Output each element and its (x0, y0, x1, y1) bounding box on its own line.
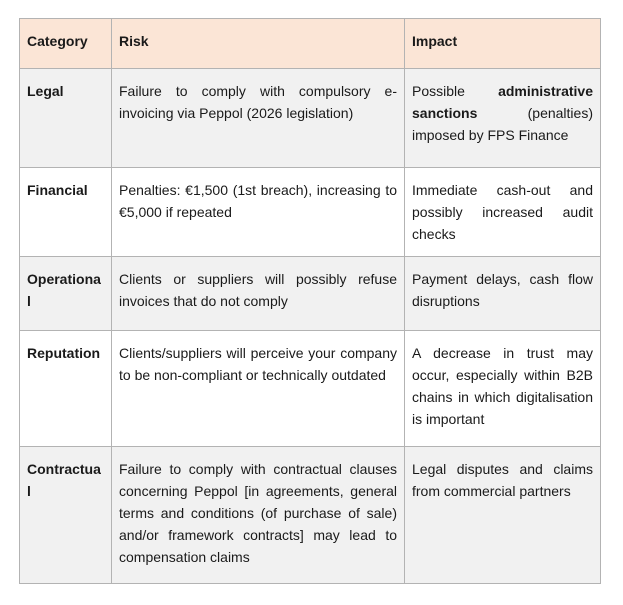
text-segment: Legal disputes and claims from commercial partners (412, 461, 593, 499)
text-segment: Clients/suppliers will perceive your company to be non-compliant or technically outdated (119, 345, 397, 383)
text-segment: Failure to comply with compulsory e-invoicing via Peppol (2026 legislation) (119, 83, 397, 121)
table-header (20, 19, 601, 69)
risk-cell (112, 331, 405, 447)
risk-table (19, 18, 601, 584)
risk-cell (112, 447, 405, 584)
impact-cell (405, 69, 601, 168)
header-row (20, 19, 601, 69)
risk-cell (112, 69, 405, 168)
table-row (20, 69, 601, 168)
risk-cell (112, 168, 405, 257)
risk-table-body (20, 69, 601, 584)
text-segment: Penalties: €1,500 (1st breach), increasing to €5,000 if repeated (119, 182, 397, 220)
text-segment: Clients or suppliers will possibly refuse invoices that do not comply (119, 271, 397, 309)
text-segment: A decrease in trust may occur, especially within B2B chains in which digitalisation is important (412, 345, 593, 427)
category-cell: Legal (20, 69, 112, 168)
column-header-impact: Impact (405, 19, 601, 69)
table-row (20, 168, 601, 257)
text-segment: (penalties) imposed by FPS Finance (412, 105, 593, 143)
category-cell: Contractual (20, 447, 112, 584)
text-segment: Payment delays, cash flow disruptions (412, 271, 593, 309)
table-row (20, 331, 601, 447)
column-header-risk: Risk (112, 19, 405, 69)
text-segment: Possible (412, 83, 499, 99)
impact-cell (405, 331, 601, 447)
category-cell: Operational (20, 257, 112, 331)
risk-cell (112, 257, 405, 331)
impact-cell (405, 168, 601, 257)
table-row (20, 447, 601, 584)
text-segment: Failure to comply with contractual clauses concerning Peppol [in agreements, general terms and conditions (of purchase of sale) and/or framework contracts] may lead to compensation claims (119, 461, 397, 565)
category-cell: Reputation (20, 331, 112, 447)
table-row (20, 257, 601, 331)
text-segment: Immediate cash-out and possibly increased audit checks (412, 182, 593, 242)
category-cell: Financial (20, 168, 112, 257)
bold-text-segment: administrative sanctions (412, 83, 593, 121)
impact-cell (405, 447, 601, 584)
impact-cell (405, 257, 601, 331)
column-header-category: Category (20, 19, 112, 69)
